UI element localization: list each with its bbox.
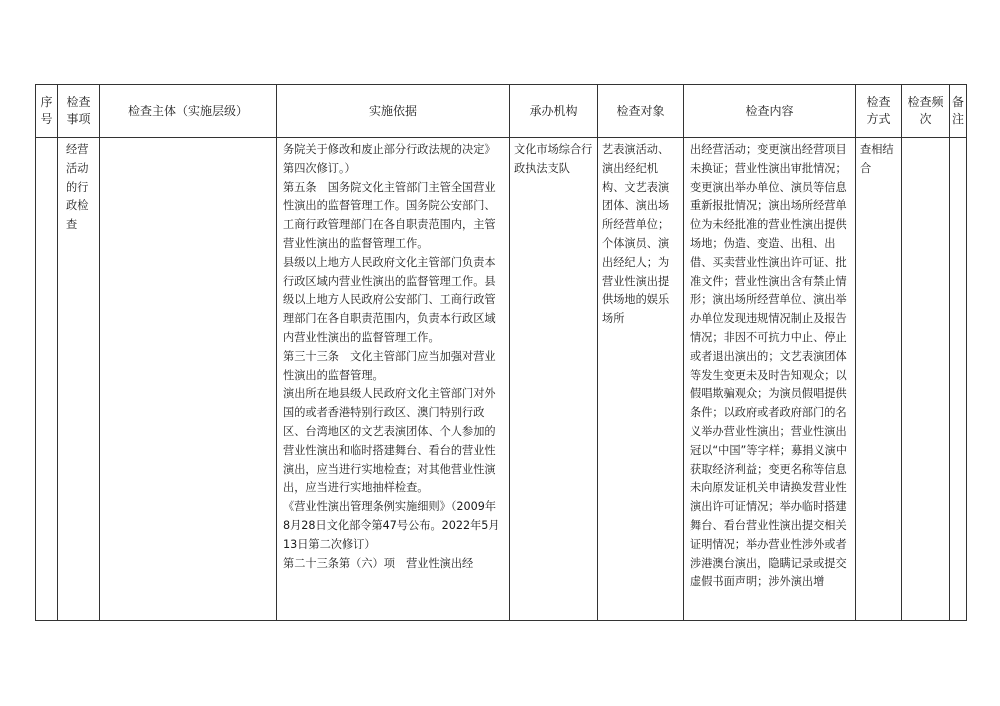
basis-paragraph: 演出所在地县级人民政府文化主管部门对外国的或者香港特别行政区、澳门特别行政区、台湾地区的文艺表演团体、个人参加的营业性演出和临时搭建舞台、看台的营业性演出，应当进行实地检查；对其他营业性演出，应当进行实地抽样检查。 — [283, 387, 496, 495]
basis-paragraph: 第二十三条第（六）项 营业性演出经 — [283, 556, 474, 570]
cell-method: 查相结合 — [856, 138, 902, 621]
header-method: 检查方式 — [856, 85, 902, 138]
cell-remark — [950, 138, 967, 621]
header-remark: 备注 — [950, 85, 967, 138]
cell-agency: 文化市场综合行政执法支队 — [510, 138, 598, 621]
header-object: 检查对象 — [598, 85, 684, 138]
inspection-table — [35, 84, 967, 621]
basis-paragraph: 第五条 国务院文化主管部门主管全国营业性演出的监督管理工作。国务院公安部门、工商行政管理部门在各自职责范围内，主管营业性演出的监督管理工作。 — [283, 180, 496, 250]
header-subject: 检查主体（实施层级） — [100, 85, 277, 138]
header-item: 检查事项 — [58, 85, 100, 138]
header-basis: 实施依据 — [277, 85, 510, 138]
cell-object: 艺表演活动、演出经纪机构、文艺表演团体、演出场所经营单位；个体演员、演出经纪人；为营业性演出提供场地的娱乐场所 — [598, 138, 684, 621]
header-frequency: 检查频次 — [902, 85, 950, 138]
header-row — [36, 85, 967, 138]
header-content: 检查内容 — [684, 85, 856, 138]
cell-seq — [36, 138, 58, 621]
table-row — [36, 138, 967, 621]
cell-frequency — [902, 138, 950, 621]
header-agency: 承办机构 — [510, 85, 598, 138]
cell-subject — [100, 138, 277, 621]
cell-item: 经营活动的行政检查 — [58, 138, 100, 621]
basis-paragraph: 《营业性演出管理条例实施细则》（2009年8月28日文化部令第47号公布。2022年5月13日第二次修订） — [283, 500, 500, 551]
basis-paragraph: 县级以上地方人民政府文化主管部门负责本行政区域内营业性演出的监督管理工作。县级以上地方人民政府公安部门、工商行政管理部门在各自职责范围内，负责本行政区域内营业性演出的监督管理工作。 — [283, 255, 496, 344]
cell-content: 出经营活动；变更演出经营项目未换证；营业性演出审批情况；变更演出举办单位、演员等信息重新报批情况；演出场所经营单位为未经批准的营业性演出提供场地；伪造、变造、出租、出借、买卖营业性演出许可证、批准文件；营业性演出含有禁止情形；演出场所经营单位、演出举办单位发现违规情况制止及报告情况；非因不可抗力中止、停止或者退出演出的；文艺表演团体等发生变更未及时告知观众；以假唱欺骗观众；为演员假唱提供条件；以政府或者政府部门的名义举办营业性演出；营业性演出冠以“中国”等字样；募捐义演中获取经济利益；变更名称等信息未向原发证机关申请换发营业性演出许可证情况；举办临时搭建舞台、看台营业性演出提交相关证明情况；举办营业性涉外或者涉港澳台演出，隐瞒记录或提交虚假书面声明；涉外演出增 — [684, 138, 856, 621]
cell-basis — [277, 138, 510, 621]
header-seq: 序号 — [36, 85, 58, 138]
basis-paragraph: 务院关于修改和废止部分行政法规的决定》第四次修订。） — [283, 143, 496, 175]
basis-paragraph: 第三十三条 文化主管部门应当加强对营业性演出的监督管理。 — [283, 349, 496, 382]
